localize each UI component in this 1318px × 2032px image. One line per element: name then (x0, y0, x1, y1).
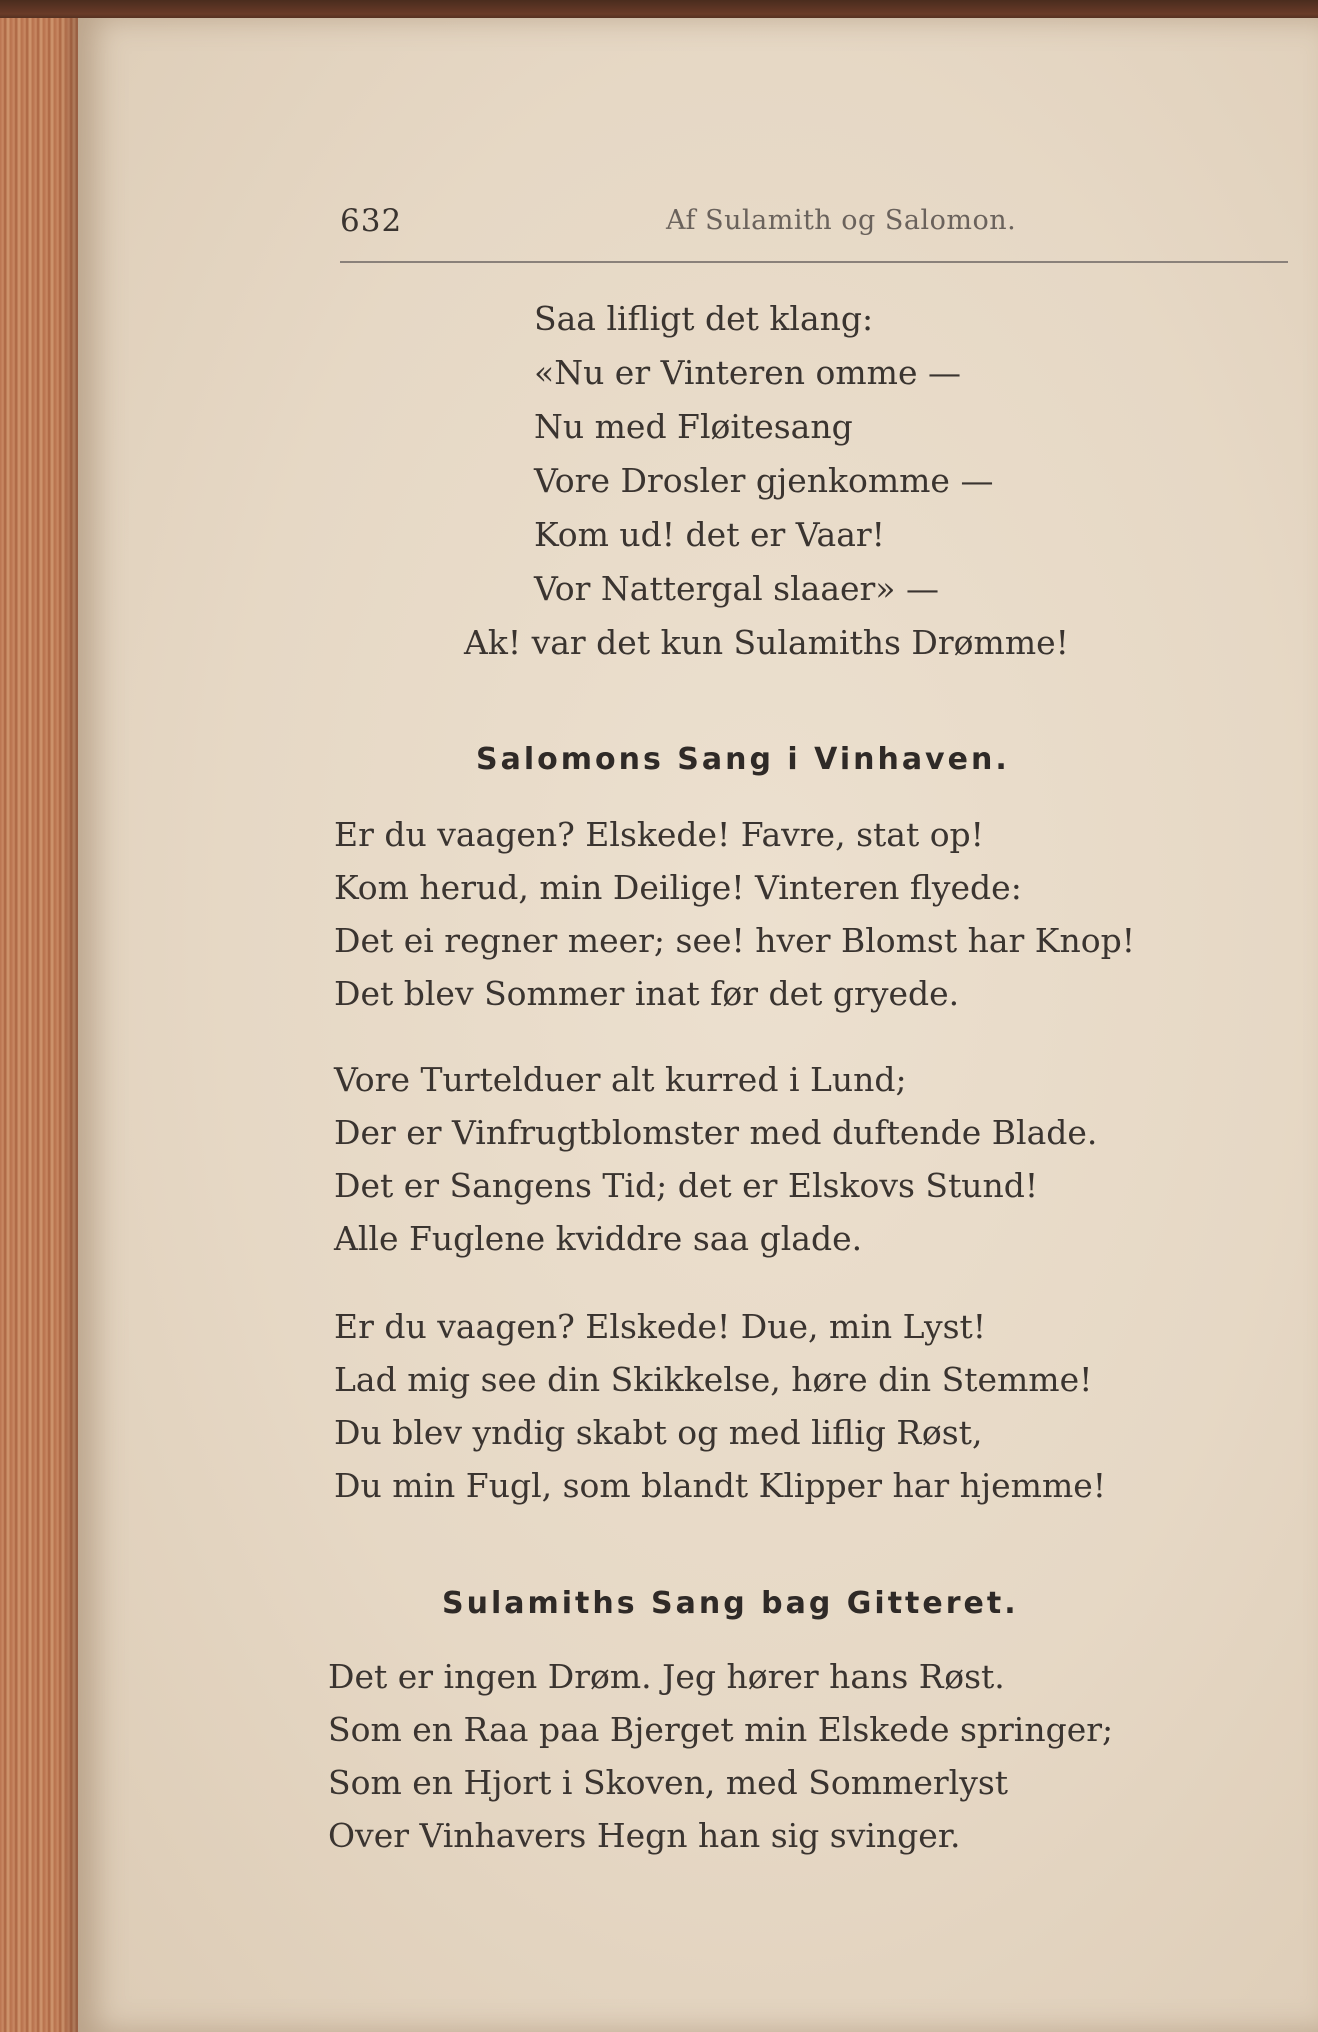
poem-line: Er du vaagen? Elskede! Due, min Lyst! (334, 1307, 987, 1346)
book-page (78, 18, 1318, 2032)
poem-line: Kom ud! det er Vaar! (534, 515, 885, 554)
poem-line: Vore Turtelduer alt kurred i Lund; (334, 1060, 907, 1099)
poem-line: Som en Hjort i Skoven, med Sommerlyst (328, 1763, 1009, 1802)
poem-line: «Nu er Vinteren omme — (534, 353, 961, 392)
poem-line: Du blev yndig skabt og med liflig Røst, (334, 1413, 983, 1452)
poem-line: Vore Drosler gjenkomme — (534, 461, 994, 500)
poem-line: Alle Fuglene kviddre saa glade. (334, 1219, 863, 1258)
poem-line: Lad mig see din Skikkelse, høre din Stemme! (334, 1360, 1093, 1399)
poem-line: Ak! var det kun Sulamiths Drømme! (464, 623, 1069, 662)
poem-line: Det blev Sommer inat før det gryede. (334, 974, 960, 1013)
poem-line: Der er Vinfrugtblomster med duftende Blade. (334, 1113, 1098, 1152)
poem-line: Over Vinhavers Hegn han sig svinger. (328, 1816, 961, 1855)
poem-line: Du min Fugl, som blandt Klipper har hjemme! (334, 1466, 1107, 1505)
poem-line: Er du vaagen? Elskede! Favre, stat op! (334, 815, 984, 854)
poem-line: Det er Sangens Tid; det er Elskovs Stund! (334, 1166, 1039, 1205)
poem-line: Vor Nattergal slaaer» — (534, 569, 939, 608)
poem-line: Som en Raa paa Bjerget min Elskede springer; (328, 1710, 1114, 1749)
poem-line: Saa lifligt det klang: (534, 299, 874, 338)
section-heading: Salomons Sang i Vinhaven. (476, 742, 1010, 777)
header-rule (340, 261, 1288, 263)
section-heading: Sulamiths Sang bag Gitteret. (442, 1586, 1019, 1621)
page-number: 632 (340, 203, 403, 239)
running-head (78, 203, 1318, 243)
running-title: Af Sulamith og Salomon. (666, 205, 1017, 236)
poem-line: Det ei regner meer; see! hver Blomst har Knop! (334, 921, 1135, 960)
poem-line: Det er ingen Drøm. Jeg hører hans Røst. (328, 1657, 1005, 1696)
poem-line: Kom herud, min Deilige! Vinteren flyede: (334, 868, 1022, 907)
poem-line: Nu med Fløitesang (534, 407, 853, 446)
